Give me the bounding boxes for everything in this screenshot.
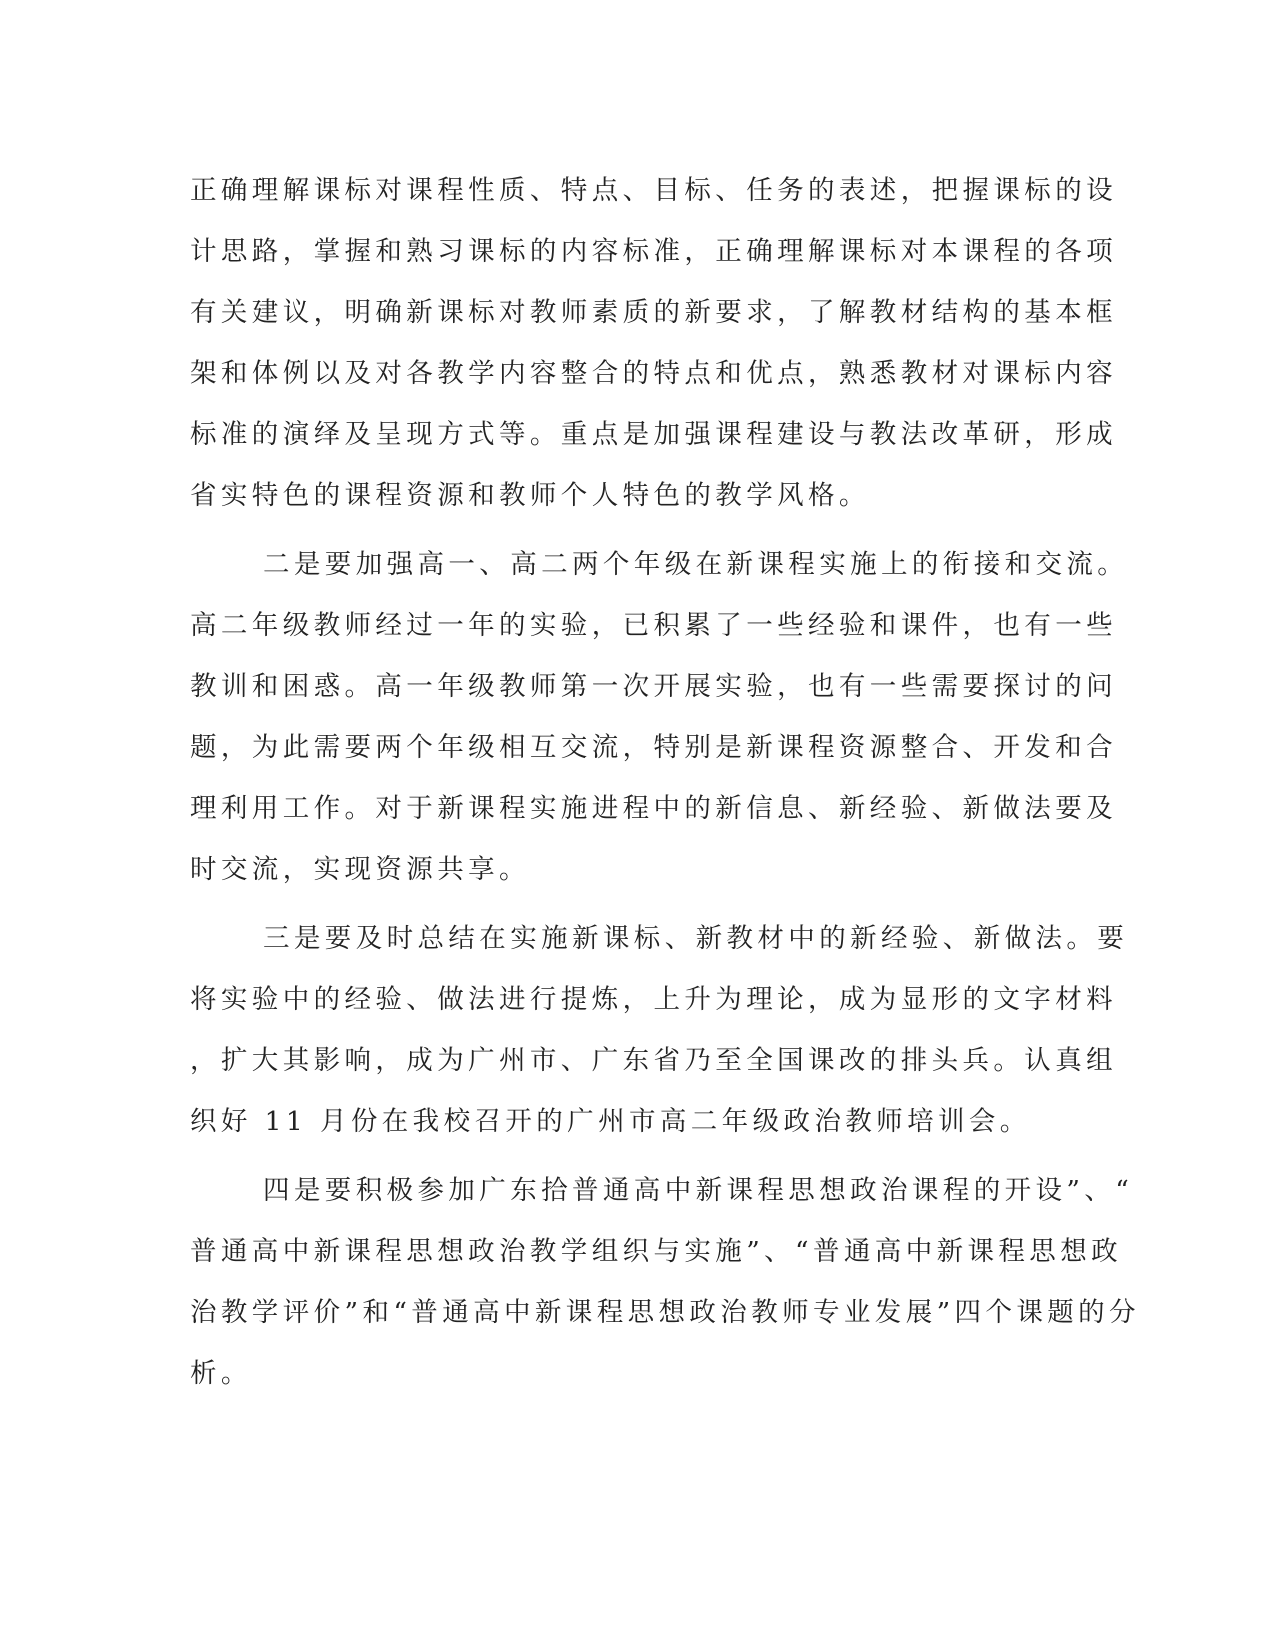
text-line: 高二年级教师经过一年的实验，已积累了一些经验和课件，也有一些 bbox=[190, 610, 1117, 641]
text-line: 省实特色的课程资源和教师个人特色的教学风格。 bbox=[190, 480, 870, 511]
paragraph-spacer bbox=[190, 526, 1090, 534]
paragraph-spacer bbox=[190, 1152, 1090, 1160]
text-line: 析。 bbox=[190, 1358, 252, 1389]
paragraph-3 bbox=[190, 908, 1129, 1152]
paragraph-spacer bbox=[190, 900, 1090, 908]
text-line: 二是要加强高一、高二两个年级在新课程实施上的衔接和交流。 bbox=[263, 549, 1129, 580]
text-line: 有关建议，明确新课标对教师素质的新要求，了解教材结构的基本框 bbox=[190, 297, 1117, 328]
paragraph-4 bbox=[190, 1160, 1140, 1404]
text-line: 时交流，实现资源共享。 bbox=[190, 854, 530, 885]
paragraph-1 bbox=[190, 160, 1117, 526]
text-line: 题，为此需要两个年级相互交流，特别是新课程资源整合、开发和合 bbox=[190, 732, 1117, 763]
text-line: 三是要及时总结在实施新课标、新教材中的新经验、新做法。要 bbox=[263, 923, 1129, 954]
text-line: 计思路，掌握和熟习课标的内容标准，正确理解课标对本课程的各项 bbox=[190, 236, 1117, 267]
text-line: 架和体例以及对各教学内容整合的特点和优点，熟悉教材对课标内容 bbox=[190, 358, 1117, 389]
text-line: ，扩大其影响，成为广州市、广东省乃至全国课改的排头兵。认真组 bbox=[190, 1045, 1117, 1076]
text-line: 教训和困惑。高一年级教师第一次开展实验，也有一些需要探讨的问 bbox=[190, 671, 1117, 702]
text-line: 治教学评价”和“普通高中新课程思想政治教师专业发展”四个课题的分 bbox=[190, 1297, 1140, 1328]
text-line: 四是要积极参加广东拾普通高中新课程思想政治课程的开设”、“ bbox=[263, 1175, 1134, 1206]
text-line: 织好 11 月份在我校召开的广州市高二年级政治教师培训会。 bbox=[190, 1106, 1031, 1137]
text-line: 将实验中的经验、做法进行提炼，上升为理论，成为显形的文字材料 bbox=[190, 984, 1117, 1015]
text-line: 标准的演绎及呈现方式等。重点是加强课程建设与教法改革研，形成 bbox=[190, 419, 1117, 450]
text-line: 正确理解课标对课程性质、特点、目标、任务的表述，把握课标的设 bbox=[190, 175, 1117, 206]
paragraph-2 bbox=[190, 534, 1129, 900]
text-line: 理利用工作。对于新课程实施进程中的新信息、新经验、新做法要及 bbox=[190, 793, 1117, 824]
body-text bbox=[190, 160, 1140, 1404]
text-line: 普通高中新课程思想政治教学组织与实施”、“普通高中新课程思想政 bbox=[190, 1236, 1122, 1267]
